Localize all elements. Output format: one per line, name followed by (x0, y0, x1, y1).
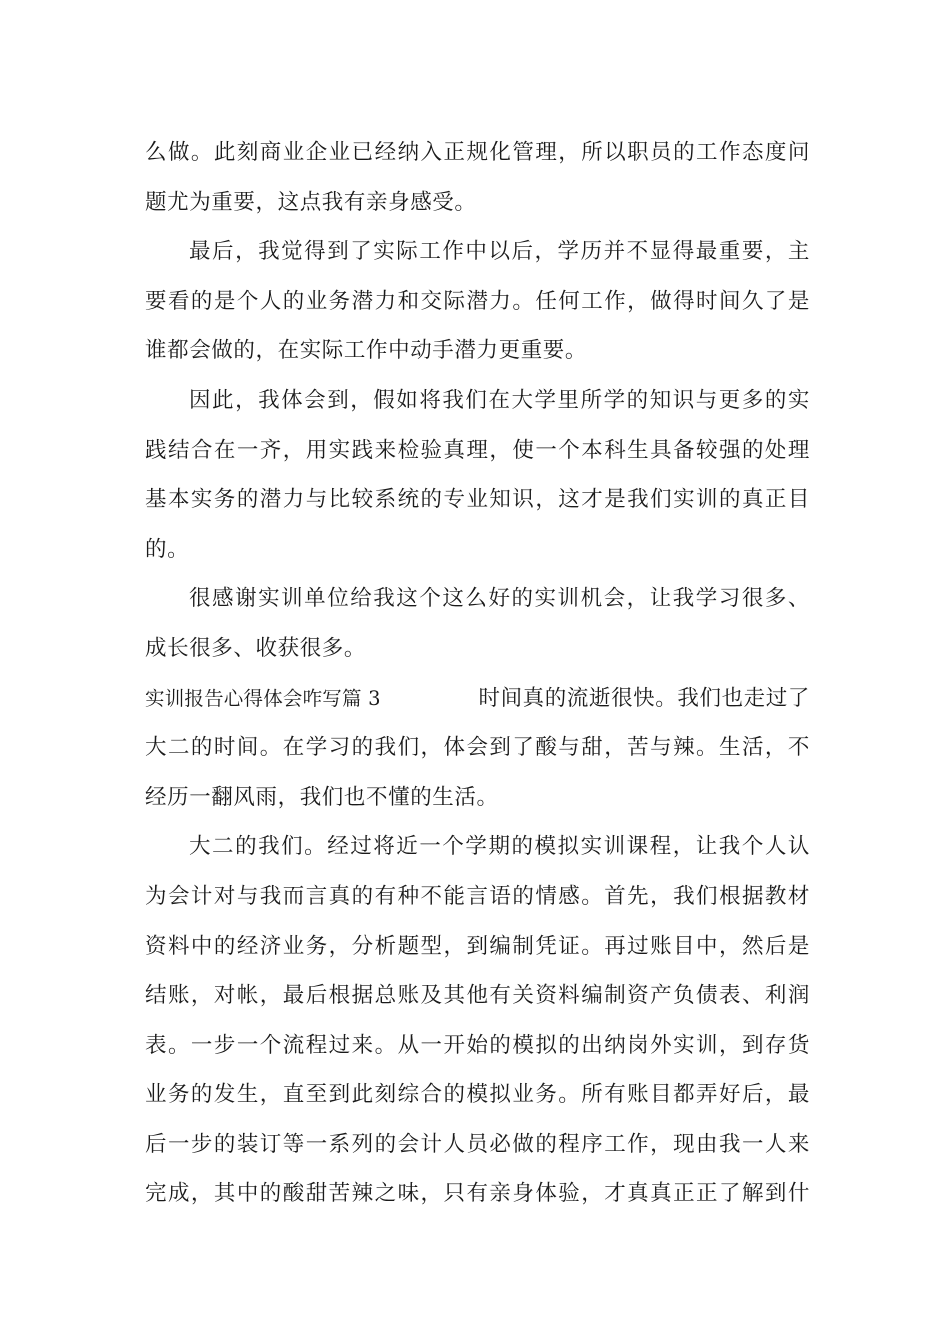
body-line: 为会计对与我而言真的有种不能言语的情感。首先，我们根据教材 (145, 883, 810, 909)
body-line: 要看的是个人的业务潜力和交际潜力。任何工作，做得时间久了是 (145, 288, 810, 314)
body-line: 资料中的经济业务，分析题型，到编制凭证。再过账目中，然后是 (145, 933, 810, 959)
body-line: 的。 (145, 536, 190, 562)
body-line: 因此，我体会到，假如将我们在大学里所学的知识与更多的实 (189, 387, 810, 413)
body-line: 时间真的流逝很快。我们也走过了 (478, 685, 810, 711)
body-line: 大二的我们。经过将近一个学期的模拟实训课程，让我个人认 (189, 834, 810, 860)
body-line: 经历一翻风雨，我们也不懂的生活。 (145, 784, 499, 810)
body-line: 结账，对帐，最后根据总账及其他有关资料编制资产负债表、利润 (145, 983, 810, 1009)
section-heading-line (145, 674, 810, 724)
body-line: 完成，其中的酸甜苦辣之味，只有亲身体验，才真真正正了解到什 (145, 1181, 810, 1207)
document-body (145, 128, 810, 1219)
section-title: 实训报告心得体会咋写篇 3 (145, 686, 381, 710)
body-line: 大二的时间。在学习的我们，体会到了酸与甜，苦与辣。生活，不 (145, 735, 810, 761)
body-line: 成长很多、收获很多。 (145, 635, 367, 661)
body-line: 基本实务的潜力与比较系统的专业知识，这才是我们实训的真正目 (145, 487, 810, 513)
body-line: 后一步的装订等一系列的会计人员必做的程序工作，现由我一人来 (145, 1131, 810, 1157)
body-line: 么做。此刻商业企业已经纳入正规化管理，所以职员的工作态度问 (145, 140, 810, 165)
body-line: 最后，我觉得到了实际工作中以后，学历并不显得最重要，主 (189, 239, 810, 265)
body-line: 很感谢实训单位给我这个这么好的实训机会，让我学习很多、 (189, 586, 810, 612)
body-line: 题尤为重要，这点我有亲身感受。 (145, 189, 477, 215)
body-line: 谁都会做的，在实际工作中动手潜力更重要。 (145, 338, 588, 364)
body-line: 表。一步一个流程过来。从一开始的模拟的出纳岗外实训，到存货 (145, 1032, 810, 1058)
body-line: 业务的发生，直至到此刻综合的模拟业务。所有账目都弄好后，最 (145, 1082, 810, 1108)
body-line: 践结合在一齐，用实践来检验真理，使一个本科生具备较强的处理 (145, 437, 810, 463)
